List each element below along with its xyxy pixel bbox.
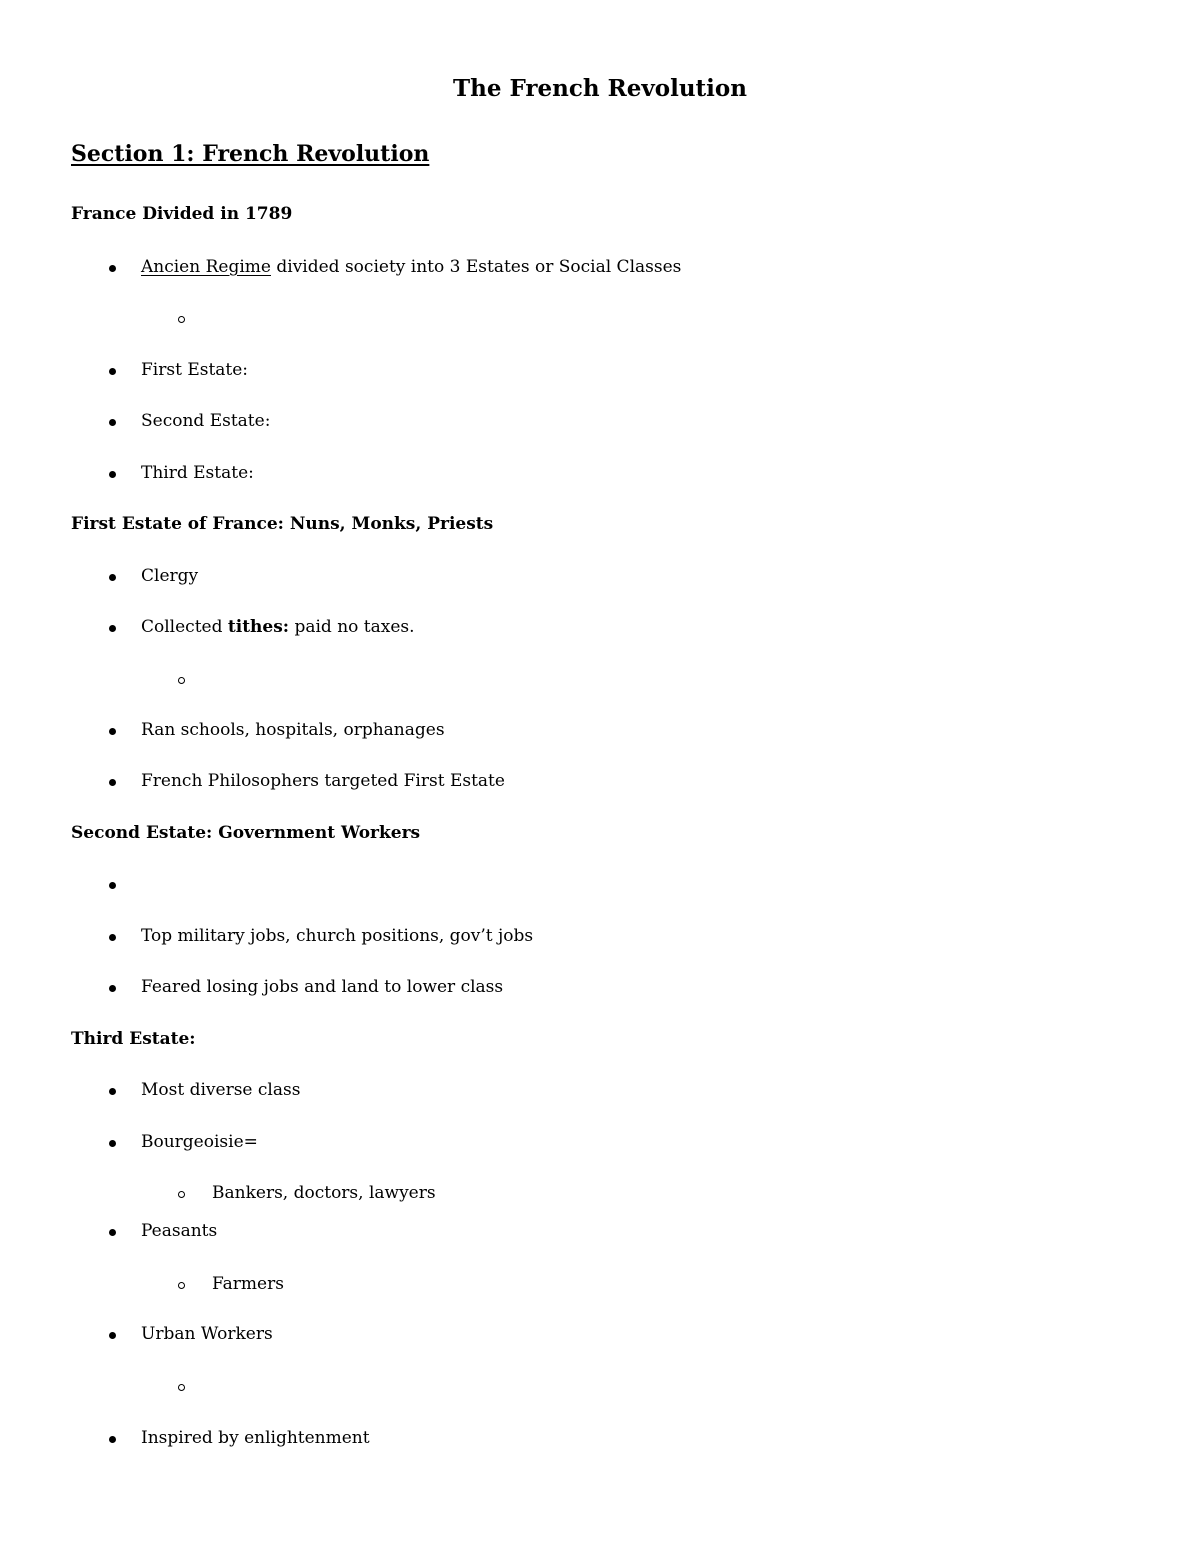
- ancien-regime-term: Ancien Regime: [141, 257, 271, 277]
- bullet-icon: [109, 1088, 116, 1095]
- bullet-icon: [109, 1140, 116, 1147]
- heading-third-estate: Third Estate:: [71, 1029, 196, 1049]
- list-item: Bourgeoisie=: [141, 1132, 258, 1152]
- heading-france-divided: France Divided in 1789: [71, 204, 293, 224]
- list-item: Third Estate:: [141, 463, 254, 483]
- list-item: Urban Workers: [141, 1324, 273, 1344]
- sub-bullet-icon: [178, 1191, 185, 1198]
- section-title: Section 1: French Revolution: [71, 141, 430, 167]
- bullet-icon: [109, 934, 116, 941]
- document-title: The French Revolution: [453, 75, 747, 102]
- bullet-icon: [109, 471, 116, 478]
- bullet-icon: [109, 728, 116, 735]
- bullet-icon: [109, 882, 116, 889]
- bullet-icon: [109, 985, 116, 992]
- list-item: Second Estate:: [141, 411, 271, 431]
- heading-second-estate: Second Estate: Government Workers: [71, 823, 421, 843]
- sub-bullet-icon: [178, 1384, 185, 1391]
- sub-list-item: Bankers, doctors, lawyers: [212, 1183, 436, 1203]
- list-item: Feared losing jobs and land to lower class: [141, 977, 504, 997]
- sub-bullet-icon: [178, 316, 185, 323]
- list-item: First Estate:: [141, 360, 249, 380]
- bullet-icon: [109, 368, 116, 375]
- sub-bullet-icon: [178, 677, 185, 684]
- list-item: Peasants: [141, 1221, 218, 1241]
- bullet-icon: [109, 625, 116, 632]
- list-item: Collected tithes: paid no taxes.: [141, 617, 415, 637]
- sub-list-item: Farmers: [212, 1274, 284, 1294]
- bullet-icon: [109, 574, 116, 581]
- list-item: Most diverse class: [141, 1080, 301, 1100]
- bullet-icon: [109, 265, 116, 272]
- bullet-icon: [109, 779, 116, 786]
- list-item: Clergy: [141, 566, 199, 586]
- bullet-icon: [109, 419, 116, 426]
- list-item: Inspired by enlightenment: [141, 1428, 370, 1448]
- list-item: Ran schools, hospitals, orphanages: [141, 720, 445, 740]
- sub-bullet-icon: [178, 1282, 185, 1289]
- list-item: Ancien Regime divided society into 3 Estates or Social Classes: [141, 257, 682, 277]
- bullet-icon: [109, 1332, 116, 1339]
- bullet-icon: [109, 1229, 116, 1236]
- bullet-icon: [109, 1436, 116, 1443]
- tithes-term: tithes:: [227, 617, 290, 637]
- list-item: Top military jobs, church positions, gov’t jobs: [141, 926, 534, 946]
- heading-first-estate: First Estate of France: Nuns, Monks, Priests: [71, 514, 494, 534]
- list-item: French Philosophers targeted First Estate: [141, 771, 505, 791]
